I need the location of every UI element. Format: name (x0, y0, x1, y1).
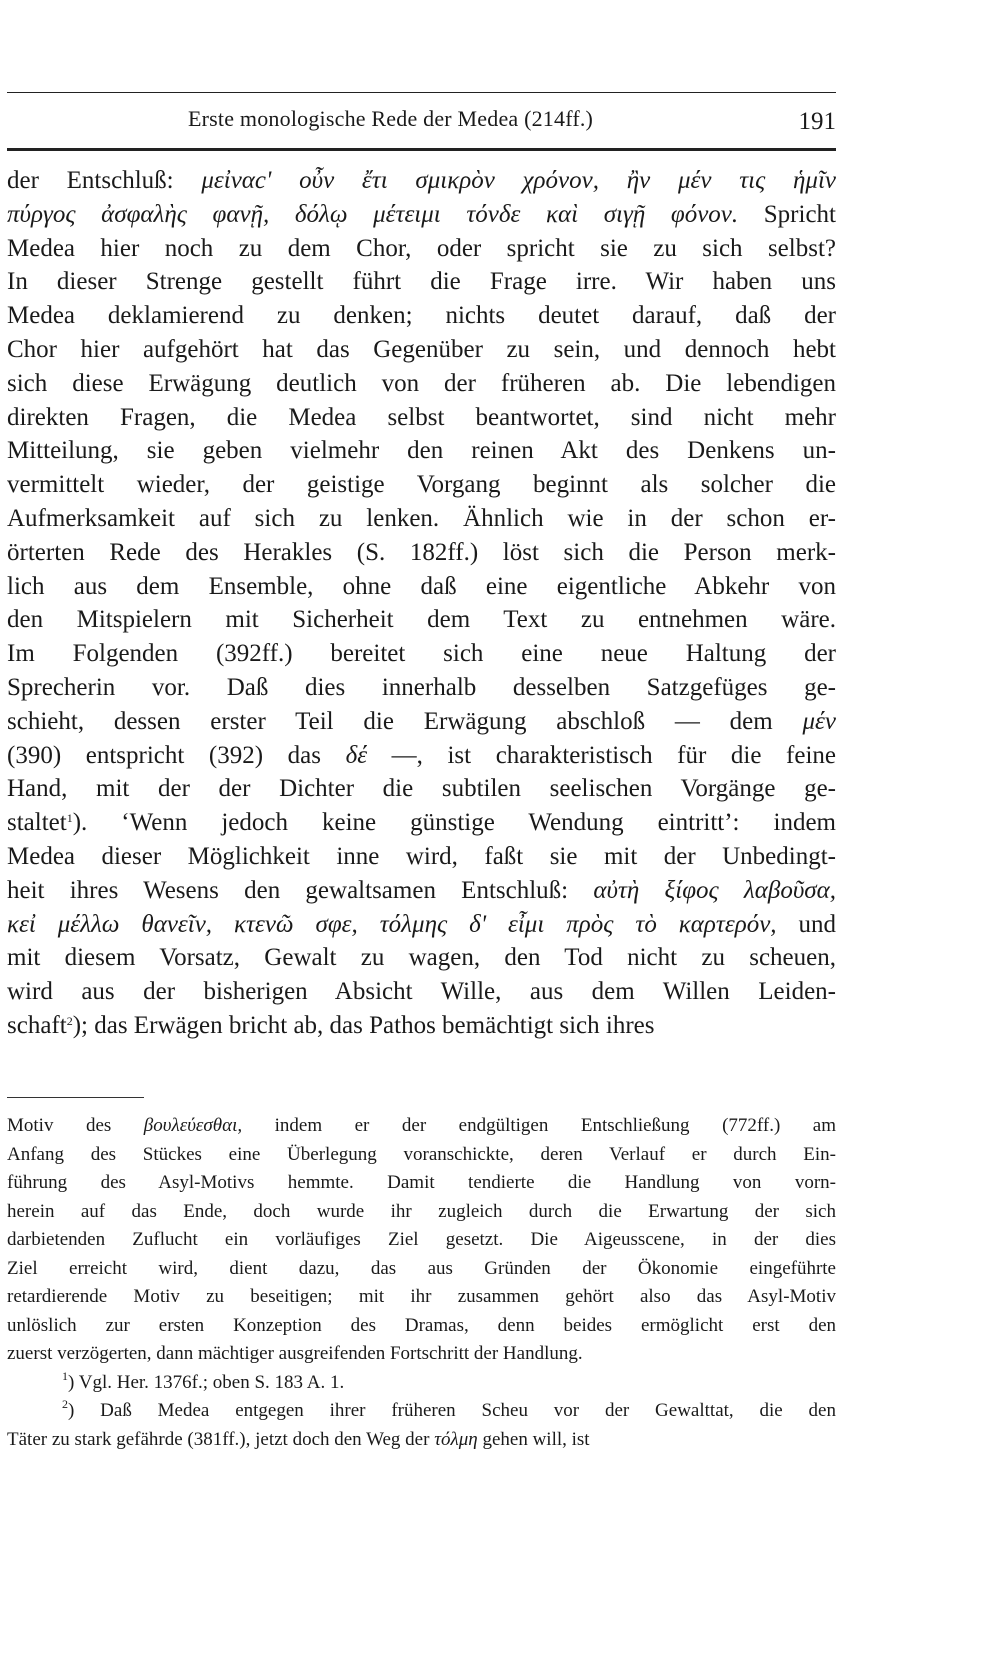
text-line (7, 502, 836, 536)
greek-quotation: κεἰ μέλλω θανεῖν, κτενῶ σφε, τόλμης δʹ εἶμι πρὸς τὸ καρτερόν, (7, 910, 777, 938)
text-run: indem er der endgültigen Entschließung (772ff.) am (242, 1115, 837, 1136)
text-line (7, 1009, 836, 1043)
text-run: darbietenden Zuflucht ein vorläufiges Ziel gesetzt. Die Aigeusscene, in der dies (7, 1229, 836, 1250)
text-run: gehen will, ist (477, 1428, 590, 1450)
text-run: Medea deklamierend zu denken; nichts deutet darauf, daß der (7, 302, 836, 330)
footnote-line (7, 1312, 836, 1341)
footnote-line (7, 1141, 836, 1170)
text-run: direkten Fragen, die Medea selbst beantwortet, sind nicht mehr (7, 403, 836, 431)
greek-quotation: αὐτὴ ξίφος λαβοῦσα, (593, 876, 836, 904)
text-run: ); das Erwägen bricht ab, das Pathos bemächtigt sich ihres (72, 1011, 655, 1039)
text-line (7, 198, 836, 232)
text-run: Im Folgenden (392ff.) bereitet sich eine neue Haltung der (7, 640, 836, 668)
text-run: unlöslich zur ersten Konzeption des Dramas, denn beides ermöglicht erst den (7, 1314, 836, 1336)
footnote-marker: 2 (62, 1397, 68, 1411)
top-rule (7, 92, 836, 93)
text-line (7, 975, 836, 1009)
greek-quotation: μέν (802, 707, 836, 735)
text-run: örterten Rede des Herakles (S. 182ff.) löst sich die Person merk- (7, 538, 836, 566)
footnote-marker: 1 (62, 1368, 68, 1383)
footnote-line (7, 1169, 836, 1198)
greek-quotation: πύργος ἀσφαλὴς φανῇ, δόλῳ μέτειμι τόνδε καὶ σιγῇ φόνον. (7, 200, 739, 228)
text-line (7, 434, 836, 468)
text-line (7, 265, 836, 299)
footnote-line (7, 1426, 836, 1455)
text-run: ) Vgl. Her. 1376f.; oben S. 183 A. 1. (68, 1371, 345, 1393)
text-line (7, 367, 836, 401)
text-run: Sprecherin vor. Daß dies innerhalb desselben Satzgefüges ge- (7, 673, 836, 701)
text-line (7, 232, 836, 266)
footnote-line (7, 1283, 836, 1312)
header-rule (7, 148, 836, 151)
text-run: Chor hier aufgehört hat das Gegenüber zu sein, und dennoch hebt (7, 335, 836, 363)
text-line (7, 806, 836, 840)
text-run: Anfang des Stückes eine Überlegung voranschickte, deren Verlauf er durch Ein- (7, 1143, 836, 1165)
footnote-line (7, 1112, 836, 1141)
footnote-rule (7, 1097, 144, 1098)
greek-quotation: δέ (345, 741, 368, 769)
text-line (7, 941, 836, 975)
text-run: den Mitspielern mit Sicherheit dem Text zu entnehmen wäre. (7, 606, 836, 634)
greek-quotation: βουλεύεσθαι, (143, 1115, 243, 1136)
text-run: sich diese Erwägung deutlich von der früheren ab. Die lebendigen (7, 369, 836, 397)
text-run: heit ihres Wesens den gewaltsamen Entschluß: (7, 876, 594, 904)
footnote-marker: 2 (66, 1013, 73, 1028)
text-line (7, 536, 836, 570)
text-line (7, 840, 836, 874)
text-run: Medea dieser Möglichkeit inne wird, faßt sie mit der Unbedingt- (7, 842, 836, 870)
text-line (7, 705, 836, 739)
text-line (7, 739, 836, 773)
text-run: lich aus dem Ensemble, ohne daß eine eigentliche Abkehr von (7, 572, 836, 600)
text-run: —, ist charakteristisch für die feine (367, 741, 836, 769)
text-run: und (776, 910, 837, 938)
text-line (7, 772, 836, 806)
text-run: ). ‘Wenn jedoch keine günstige Wendung eintritt’: indem (72, 809, 836, 837)
text-line (7, 299, 836, 333)
footnote-line (7, 1226, 836, 1255)
footnote-line (7, 1255, 836, 1284)
text-run: ) Daß Medea entgegen ihrer früheren Scheu vor der Gewalttat, die den (68, 1400, 836, 1421)
text-run: Hand, mit der der Dichter die subtilen seelischen Vorgänge ge- (7, 775, 836, 803)
text-run: schieht, dessen erster Teil die Erwägung abschloß — dem (7, 707, 803, 735)
text-line (7, 401, 836, 435)
text-line (7, 468, 836, 502)
text-line (7, 570, 836, 604)
footnote-1 (7, 1369, 836, 1398)
text-run: Mitteilung, sie geben vielmehr den reinen Akt des Denkens un- (7, 437, 836, 465)
text-run: Medea hier noch zu dem Chor, oder spricht sie zu sich selbst? (7, 234, 836, 262)
text-run: In dieser Strenge gestellt führt die Frage irre. Wir haben uns (7, 268, 836, 296)
text-run: (390) entspricht (392) das (7, 741, 346, 769)
greek-quotation: τόλμη (434, 1428, 478, 1450)
text-line (7, 333, 836, 367)
text-run: wird aus der bisherigen Absicht Wille, aus dem Willen Leiden- (7, 978, 836, 1006)
text-run: vermittelt wieder, der geistige Vorgang beginnt als solcher die (7, 471, 836, 499)
text-run: der Entschluß: (7, 167, 202, 194)
footnote-line (7, 1340, 836, 1369)
footnotes (7, 1112, 836, 1454)
greek-quotation: μεἰναcʹ οὖν ἔτι σμικρὸν χρόνον, ἢν μέν τις ἡμῖν (201, 167, 836, 194)
text-run: mit diesem Vorsatz, Gewalt zu wagen, den Tod nicht zu scheuen, (7, 944, 836, 972)
text-line (7, 603, 836, 637)
text-line (7, 908, 836, 942)
text-run: schaft (7, 1011, 67, 1039)
footnote-line (7, 1198, 836, 1227)
text-run: Motiv des (7, 1115, 144, 1136)
text-line (7, 164, 836, 198)
footnote-2 (7, 1397, 836, 1426)
text-line (7, 671, 836, 705)
text-run: zuerst verzögerten, dann mächtiger ausgreifenden Fortschritt der Handlung. (7, 1343, 583, 1364)
text-run: retardierende Motiv zu beseitigen; mit ihr zusammen gehört also das Asyl-Motiv (7, 1286, 836, 1307)
text-run: staltet (7, 809, 67, 837)
text-run: Täter zu stark gefährde (381ff.), jetzt doch den Weg der (7, 1428, 435, 1450)
text-run: führung des Asyl-Motivs hemmte. Damit tendierte die Handlung von vorn- (7, 1172, 836, 1193)
text-line (7, 874, 836, 908)
text-line (7, 637, 836, 671)
page-number: 191 (798, 108, 836, 135)
text-run: herein auf das Ende, doch wurde ihr zugleich durch die Erwartung der sich (7, 1200, 836, 1222)
running-head: Erste monologische Rede der Medea (214ff.) (188, 106, 594, 131)
page-header (7, 100, 836, 144)
footnote-marker: 1 (66, 811, 73, 826)
text-run: Ziel erreicht wird, dient dazu, das aus Gründen der Ökonomie eingeführte (7, 1257, 836, 1279)
text-run: Spricht (738, 200, 836, 228)
main-text (7, 164, 836, 1043)
text-run: Aufmerksamkeit auf sich zu lenken. Ähnlich wie in der schon er- (7, 504, 836, 532)
